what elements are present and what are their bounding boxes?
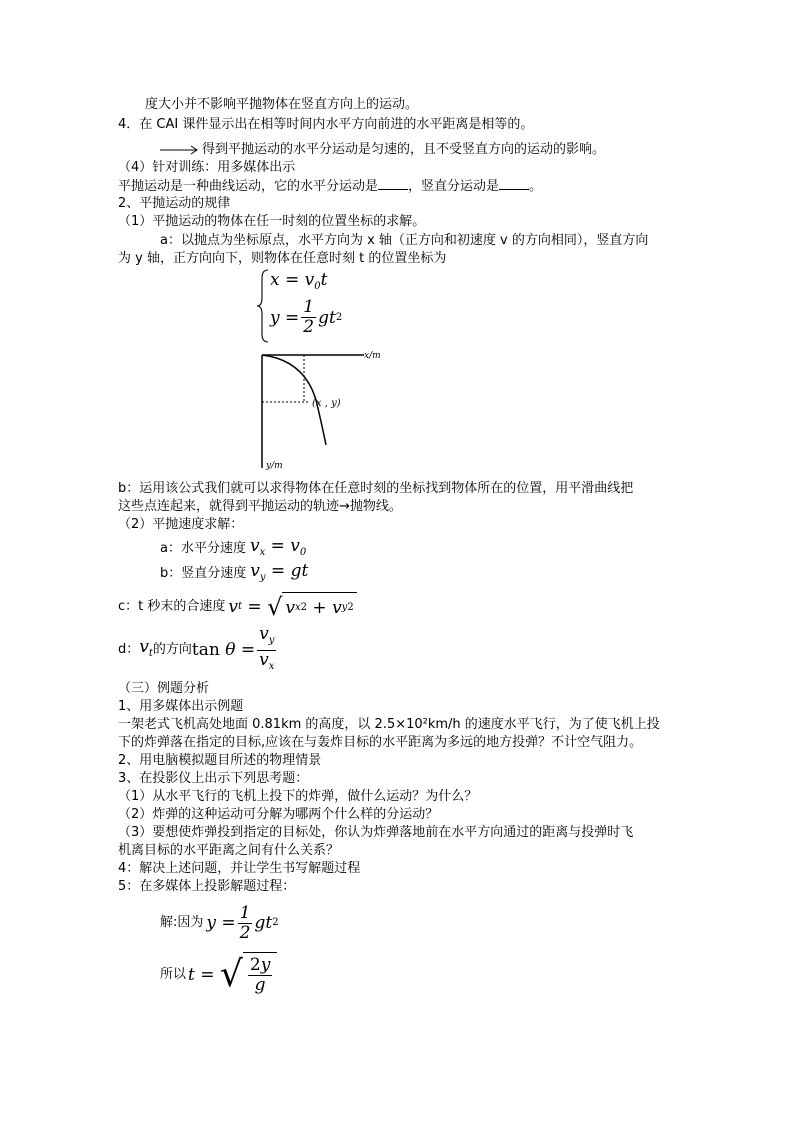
line-5 — [118, 178, 542, 195]
line-5-part-a: 平抛运动是一种曲线运动，它的水平分运动是 — [118, 179, 379, 194]
line-16-mid: 的方向 — [152, 642, 192, 657]
line-14 — [160, 560, 309, 585]
y-axis-label: y/m — [266, 461, 283, 471]
point-label: (x , y) — [312, 398, 341, 409]
line-20: 下的炸弹落在指定的目标,应该在与轰炸目标的水平距离为多远的地方投弹？不计空气阻力。 — [118, 735, 643, 750]
trajectory-figure — [254, 350, 404, 472]
x-axis-label: x/m — [364, 351, 381, 361]
eq-tan: tan θ = $\frac{v_y}{v_x}$ — [191, 623, 275, 672]
line-15 — [118, 591, 357, 623]
line-15-prefix: c：t 秒末的合速度 — [118, 599, 226, 614]
line-23: （1）从水平飞行的飞机上投下的炸弹，做什么运动？为什么？ — [118, 789, 478, 804]
position-equations — [256, 268, 366, 346]
solution-line-2 — [160, 950, 277, 1000]
line-24: （2）炸弹的这种运动可分解为哪两个什么样的分运动？ — [118, 807, 439, 822]
eq-x: $x = v_0t$ — [270, 270, 328, 292]
line-3 — [160, 142, 605, 158]
solution-line-1-prefix: 解:因为 — [160, 915, 204, 930]
line-1: 度大小并不影响平抛物体在竖直方向上的运动。 — [145, 97, 419, 112]
line-2: 4．在 CAI 课件显示出在相等时间内水平方向前进的水平距离是相等的。 — [118, 117, 534, 132]
eq-t-solution: t = √ $\frac{2y}{g}$ — [188, 952, 277, 998]
line-10: b：运用该公式我们就可以求得物体在任意时刻的坐标找到物体所在的位置，用平滑曲线把 — [118, 481, 634, 496]
long-arrow-icon — [160, 144, 200, 156]
solution-line-1 — [160, 902, 279, 944]
eq-y-solution: y = $\frac{1}{2}$ gt 2 — [206, 902, 279, 943]
vt-symbol: $v_t$ — [139, 636, 153, 659]
answer-blank-1[interactable] — [378, 178, 408, 190]
left-brace-icon — [256, 268, 270, 344]
eq-vx: $v_x = v_0$ — [249, 535, 307, 558]
line-5-part-c: 。 — [529, 179, 543, 194]
line-16 — [118, 623, 278, 672]
line-26: 机离目标的水平距离之间有什么关系？ — [118, 843, 340, 858]
line-13 — [160, 535, 307, 560]
line-16-prefix: d： — [118, 642, 140, 657]
line-4: （4）针对训练：用多媒体出示 — [118, 160, 296, 175]
line-7: （1）平抛运动的物体在任一时刻的位置坐标的求解。 — [118, 214, 426, 229]
eq-vy: $v_y$ = gt — [250, 560, 309, 583]
line-17: （三）例题分析 — [118, 681, 210, 696]
line-22: 3、在投影仪上出示下列思考题： — [118, 771, 309, 786]
line-9: 为 y 轴，正方向向下，则物体在任意时刻 t 的位置坐标为 — [118, 251, 447, 266]
line-14-prefix: b：竖直分速度 — [160, 566, 247, 581]
line-25: （3）要想使炸弹投到指定的目标处，你认为炸弹落地前在水平方向通过的距离与投弹时飞 — [118, 825, 634, 840]
line-12: （2）平抛速度求解： — [118, 517, 244, 532]
answer-blank-2[interactable] — [499, 178, 529, 190]
eq-y: y = $\frac{1}{2}$ gt 2 — [270, 297, 343, 337]
line-28: 5：在多媒体上投影解题过程： — [118, 879, 296, 894]
line-8: a：以抛点为坐标原点，水平方向为 x 轴（正方向和初速度 v 的方向相同），竖直方向 — [160, 233, 649, 248]
line-11: 这些点连起来，就得到平抛运动的轨迹→抛物线。 — [118, 499, 402, 514]
line-27: 4：解决上述问题，并让学生书写解题过程 — [118, 861, 361, 876]
line-19: 一架老式飞机高处地面 0.81km 的高度，以 2.5×10²km/h 的速度水平飞行，为了使飞机上投 — [118, 717, 660, 732]
eq-vt: v t = √ v x 2 + v y 2 — [228, 592, 356, 622]
line-5-part-b: ，竖直分运动是 — [408, 179, 500, 194]
line-13-prefix: a：水平分速度 — [160, 541, 246, 556]
line-21: 2、用电脑模拟题目所述的物理情景 — [118, 753, 322, 768]
line-3-text: 得到平抛运动的水平分运动是匀速的，且不受竖直方向的运动的影响。 — [202, 142, 606, 157]
line-18: 1、用多媒体出示例题 — [118, 699, 244, 714]
solution-line-2-prefix: 所以 — [160, 967, 187, 982]
line-6: 2、平抛运动的规律 — [118, 196, 231, 211]
